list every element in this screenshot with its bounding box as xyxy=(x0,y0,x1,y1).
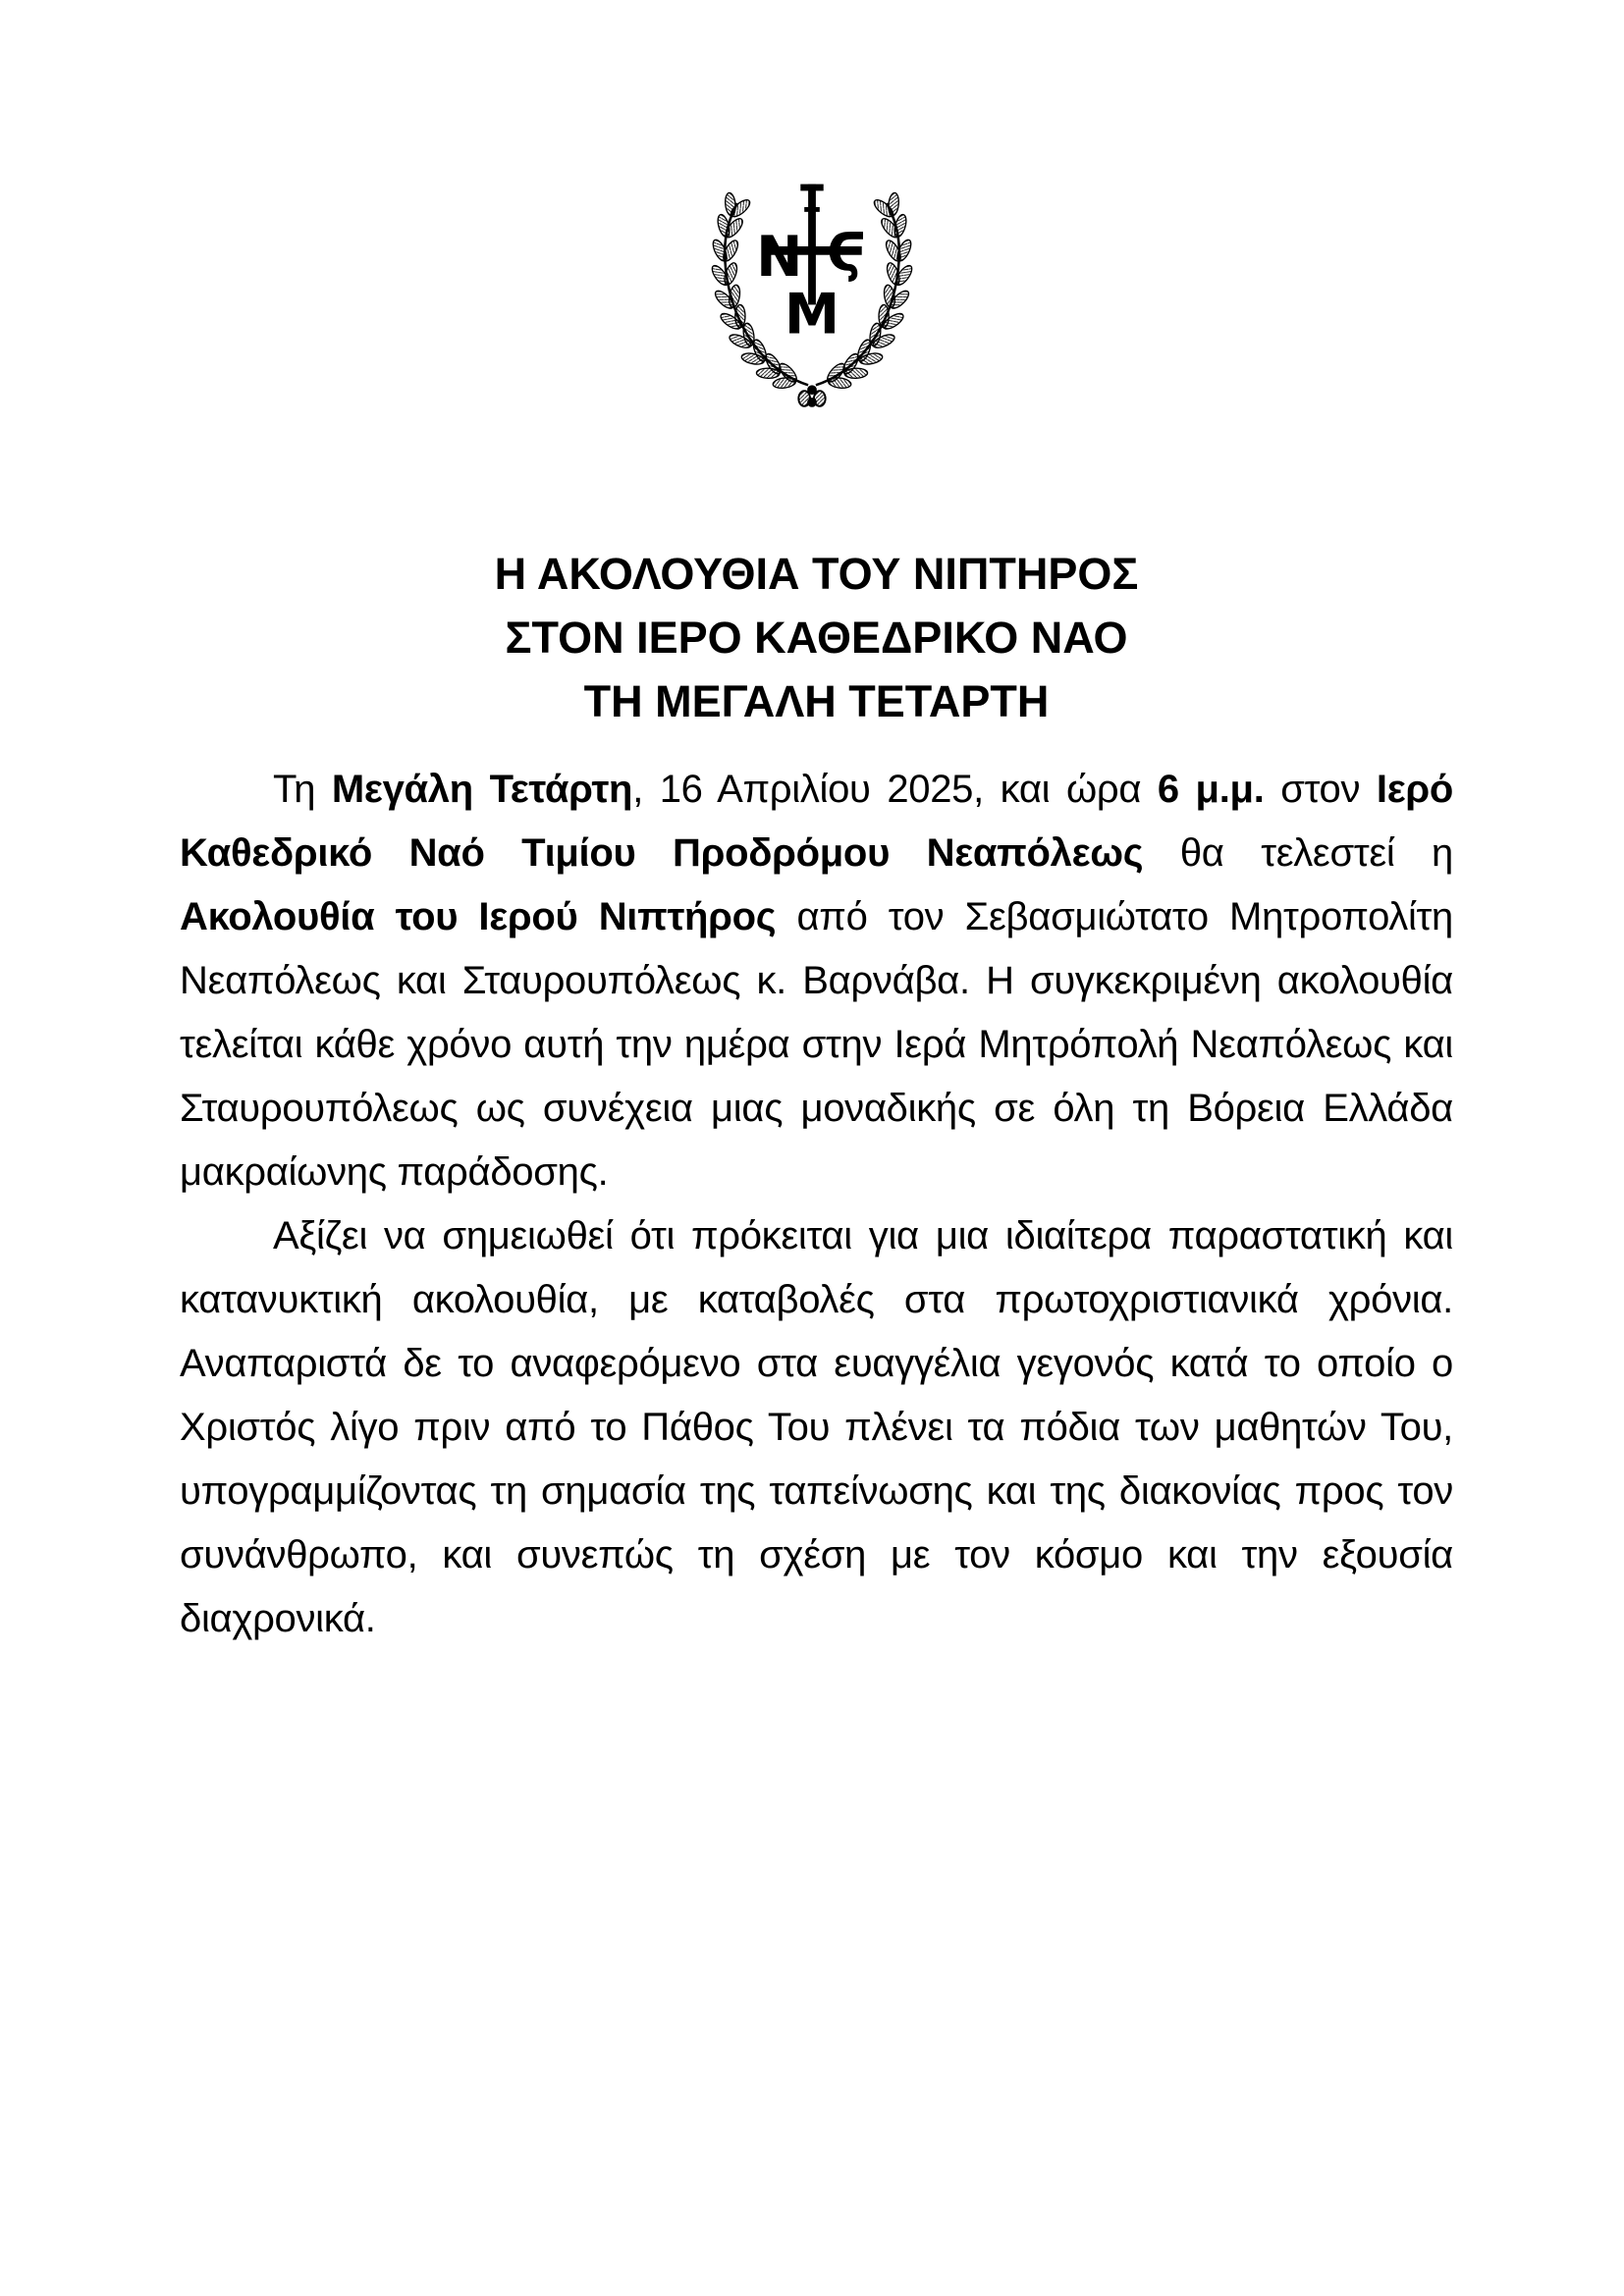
text-run: Τη xyxy=(273,768,332,811)
monogram-letter-mu: Μ xyxy=(784,283,840,347)
text-run: Αξίζει να σημειωθεί ότι πρόκειται για μια ιδιαίτερα παραστατική και κατανυκτική ακολουθία, με καταβολές στα πρωτοχριστιανικά χρόνια. Αναπαριστά δε το αναφερόμενο στα ευαγγέλια γεγονός κατά το οποίο ο Χριστός λίγο πριν από το Πάθος Του πλένει τα πόδια των μαθητών Του, υπογραμμίζοντας τη σημασία της ταπείνωσης και της διακονίας προς τον συνάνθρωπο, και συνεπώς τη σχέση με τον κόσμο και την εξουσία διαχρονικά. xyxy=(180,1214,1453,1640)
text-run: θα τελεστεί η xyxy=(1143,831,1453,875)
text-run-bold: 6 μ.μ. xyxy=(1157,768,1265,811)
text-run-bold: Μεγάλη Τετάρτη xyxy=(331,768,633,811)
ribbon-knot xyxy=(798,385,825,406)
laurel-wreath-monogram-icon xyxy=(697,157,927,408)
title-line-1: Η ΑΚΟΛΟΥΘΙΑ ΤΟΥ ΝΙΠΤΗΡΟΣ xyxy=(494,549,1139,599)
text-run: από τον Σεβασμιώτατο Μητροπολίτη Νεαπόλεως και Σταυρουπόλεως κ. Βαρνάβα. Η συγκεκριμένη ακολουθία τελείται κάθε χρόνο αυτή την ημέρα στην Ιερά Μητρόπολή Νεαπόλεως και Σταυρουπόλεως ως συνέχεια μιας μοναδικής σε όλη τη Βόρεια Ελλάδα μακραίωνης παράδοσης. xyxy=(180,895,1453,1194)
monogram-letter-stigma: Ϛ xyxy=(827,220,867,284)
paragraph-2 xyxy=(180,1204,1453,1651)
text-run: στον xyxy=(1264,768,1377,811)
text-run: , 16 Απριλίου 2025, και ώρα xyxy=(632,768,1158,811)
document-body xyxy=(180,758,1453,1651)
text-run-bold: Ιερό Καθεδρικό Ναό Τιμίου Προδρόμου Νεαπόλεως xyxy=(180,768,1453,875)
paragraph-1 xyxy=(180,758,1453,1204)
logo-container xyxy=(0,157,1624,413)
title-line-3: ΤΗ ΜΕΓΑΛΗ ΤΕΤΑΡΤΗ xyxy=(583,676,1050,726)
document-title xyxy=(180,542,1453,733)
monogram-letter-nu: Ν xyxy=(756,226,803,291)
title-line-2: ΣΤΟΝ ΙΕΡΟ ΚΑΘΕΔΡΙΚΟ ΝΑΟ xyxy=(505,613,1128,663)
text-run-bold: Ακολουθία του Ιερού Νιπτήρος xyxy=(180,895,777,938)
